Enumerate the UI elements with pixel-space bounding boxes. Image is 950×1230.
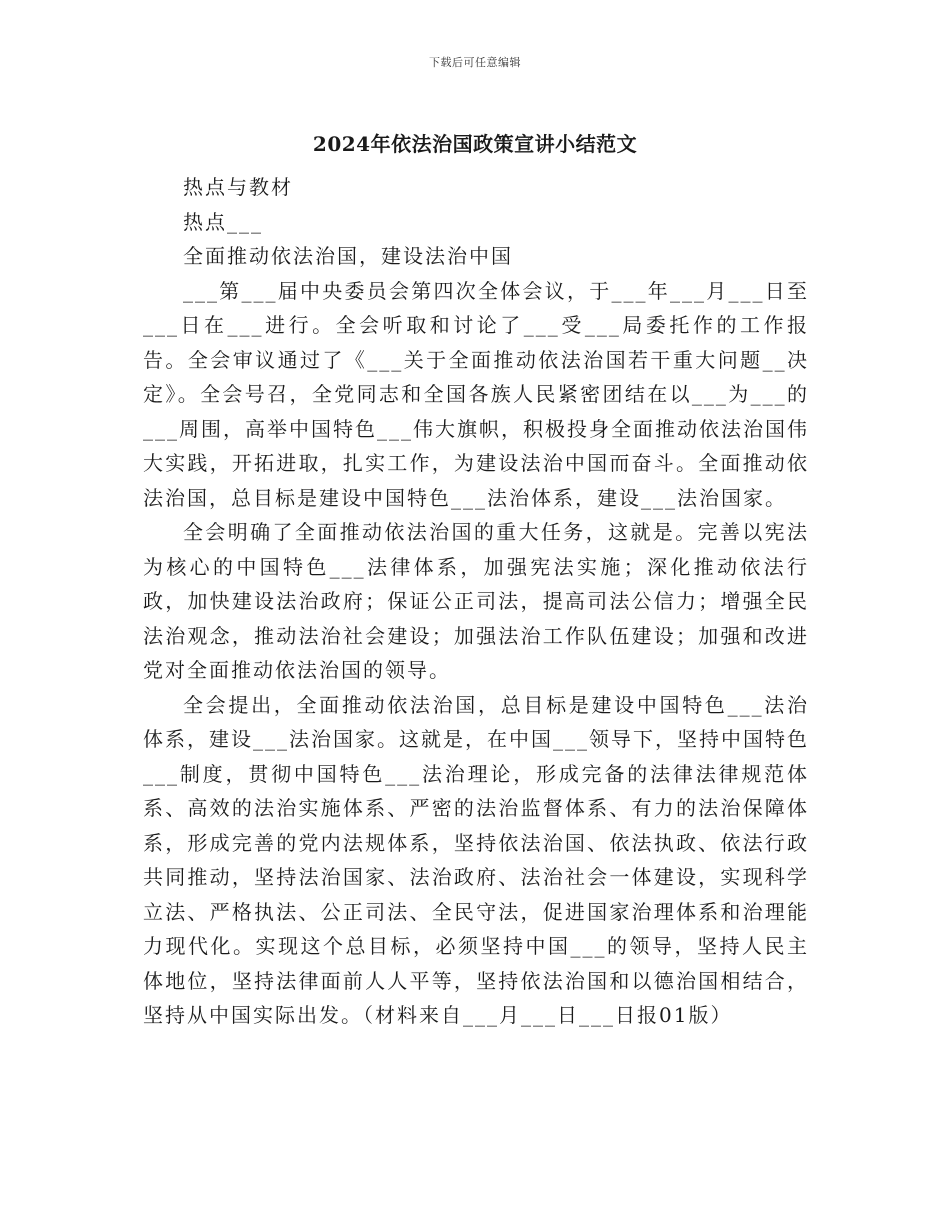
document-title: 2024年依法治国政策宣讲小结范文: [312, 132, 638, 156]
paragraph-body: ___第___届中央委员会第四次全体会议，于___年___月___日至___日在___进行。全会听取和讨论了___受___局委托作的工作报告。全会审议通过了《___关于全面推动依法治国若干重大问题__决定》。全会号召，全党同志和全国各族人民紧密团结在以___为___的___周围，高举中国特色___伟大旗帜，积极投身全面推动依法治国伟大实践，开拓进取，扎实工作，为建设法治中国而奋斗。全面推动依法治国，总目标是建设中国特色___法治体系，建设___法治国家。: [143, 278, 809, 510]
header-note: 下载后可任意编辑: [429, 56, 521, 69]
paragraph-body: 全会提出，全面推动依法治国，总目标是建设中国特色___法治体系，建设___法治国家。这就是，在中国___领导下，坚持中国特色___制度，贯彻中国特色___法治理论，形成完备的法律法律规范体系、高效的法治实施体系、严密的法治监督体系、有力的法治保障体系，形成完善的党内法规体系，坚持依法治国、依法执政、依法行政共同推动，坚持法治国家、法治政府、法治社会一体建设，实现科学立法、严格执法、公正司法、全民守法，促进国家治理体系和治理能力现代化。实现这个总目标，必须坚持中国___的领导，坚持人民主体地位，坚持法律面前人人平等，坚持依法治国和以德治国相结合，坚持从中国实际出发。（材料来自___月___日___日报01版）: [143, 692, 809, 1027]
document-body: [143, 170, 809, 1033]
paragraph-section-heading: 热点与教材: [183, 175, 293, 199]
paragraph-body: 全会明确了全面推动依法治国的重大任务，这就是。完善以宪法为核心的中国特色___法律体系，加强宪法实施；深化推动依法行政，加快建设法治政府；保证公正司法，提高司法公信力；增强全民法治观念，推动法治社会建设；加强法治工作队伍建设；加强和改进党对全面推动依法治国的领导。: [143, 520, 809, 682]
paragraph-topic: 全面推动依法治国，建设法治中国: [183, 244, 513, 268]
paragraph-subheading: 热点___: [183, 209, 263, 234]
